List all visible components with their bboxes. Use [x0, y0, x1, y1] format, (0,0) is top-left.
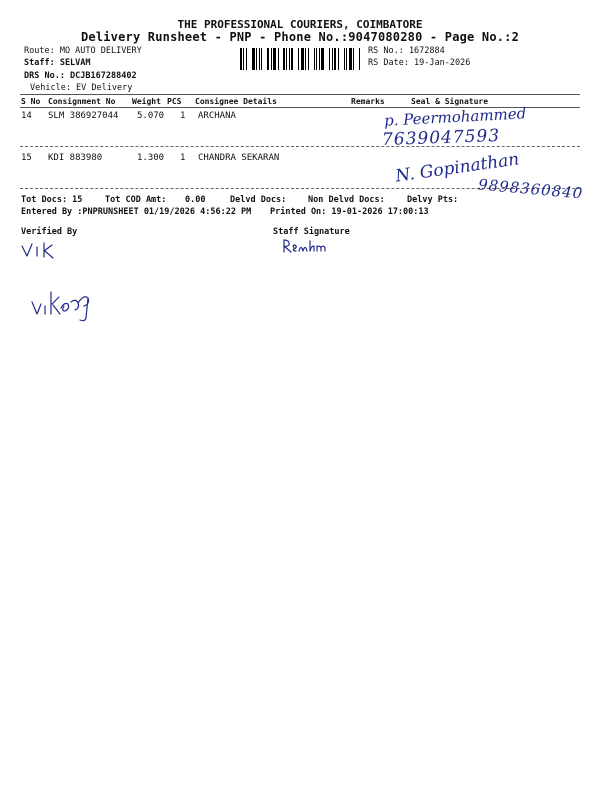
- barcode-bar: [326, 48, 328, 70]
- table-row-weight: 5.070: [137, 111, 165, 121]
- barcode-bar: [329, 48, 330, 70]
- table-row-pcs: 1: [180, 153, 186, 163]
- barcode-bar: [259, 48, 260, 70]
- tot-docs: Tot Docs: 15: [21, 195, 83, 205]
- handwritten-name: p. Peermohammed: [383, 104, 527, 130]
- staff-signature: [280, 236, 330, 258]
- runsheet-subtitle: Delivery Runsheet - PNP - Phone No.:9047080280 - Page No.:2: [80, 30, 520, 44]
- rs-date: RS Date: 19-Jan-2026: [368, 58, 471, 68]
- barcode: [240, 48, 362, 70]
- barcode-bar: [278, 48, 279, 70]
- barcode-bar: [319, 48, 320, 70]
- table-row-consignee: ARCHANA: [198, 111, 236, 121]
- barcode-bar: [356, 48, 358, 70]
- barcode-bar: [252, 48, 255, 70]
- barcode-bar: [344, 48, 345, 70]
- handwritten-phone: 7639047593: [381, 125, 501, 151]
- barcode-bar: [261, 48, 262, 70]
- barcode-bar: [273, 48, 276, 70]
- tot-cod-value: 0.00: [185, 195, 206, 205]
- barcode-bar: [321, 48, 324, 70]
- barcode-bar: [314, 48, 315, 70]
- barcode-bar: [346, 48, 347, 70]
- tot-cod-label: Tot COD Amt:: [105, 195, 167, 205]
- barcode-bar: [338, 48, 339, 70]
- handwritten-name: N. Gopinathan: [394, 149, 521, 187]
- barcode-bar: [301, 48, 304, 70]
- company-title: THE PROFESSIONAL COURIERS, COIMBATORE: [177, 18, 423, 31]
- barcode-bar: [308, 48, 309, 70]
- staff-signature-label: Staff Signature: [273, 227, 350, 237]
- barcode-bar: [280, 48, 281, 70]
- barcode-bar: [310, 48, 312, 70]
- barcode-bar: [359, 48, 360, 70]
- table-row-consignee: CHANDRA SEKARAN: [198, 153, 280, 163]
- col-consignment: Consignment No: [48, 97, 116, 106]
- verified-signature: [18, 238, 68, 262]
- barcode-bar: [283, 48, 285, 70]
- barcode-bar: [340, 48, 342, 70]
- col-pcs: PCS: [167, 97, 182, 106]
- barcode-bar: [248, 48, 250, 70]
- printed-on: Printed On: 19-01-2026 17:00:13: [270, 207, 429, 217]
- barcode-bar: [298, 48, 299, 70]
- bottom-signature: [28, 284, 108, 324]
- barcode-bar: [305, 48, 306, 70]
- table-row-sno: 14: [21, 111, 32, 121]
- barcode-bar: [334, 48, 336, 70]
- barcode-bar: [246, 48, 247, 70]
- barcode-bar: [289, 48, 290, 70]
- delvy-pts: Delvy Pts:: [407, 195, 459, 205]
- delvd-docs: Delvd Docs:: [230, 195, 287, 205]
- route-label: Route: MO AUTO DELIVERY: [24, 46, 142, 56]
- col-seal-signature: Seal & Signature: [411, 97, 489, 106]
- barcode-bar: [243, 48, 244, 70]
- col-consignee: Consignee Details: [195, 97, 277, 106]
- verified-by-label: Verified By: [21, 227, 78, 237]
- barcode-bar: [264, 48, 266, 70]
- barcode-bar: [353, 48, 354, 70]
- table-row-consignment: SLM 386927044: [48, 111, 119, 121]
- row-divider: [20, 146, 580, 147]
- col-remarks: Remarks: [351, 97, 385, 106]
- table-row-sno: 15: [21, 153, 32, 163]
- non-delvd-docs: Non Delvd Docs:: [308, 195, 385, 205]
- barcode-bar: [332, 48, 333, 70]
- handwritten-phone: 9898360840: [477, 175, 585, 203]
- table-top-rule: [20, 94, 580, 95]
- col-weight: Weight: [132, 97, 161, 106]
- barcode-bar: [271, 48, 272, 70]
- vehicle-label: Vehicle: EV Delivery: [30, 83, 133, 93]
- table-row-weight: 1.300: [137, 153, 165, 163]
- barcode-bar: [256, 48, 257, 70]
- barcode-bar: [286, 48, 287, 70]
- col-sno: S No: [21, 97, 41, 106]
- drs-number: DRS No.: DCJB167288402: [24, 71, 137, 81]
- barcode-bar: [349, 48, 352, 70]
- barcode-bar: [291, 48, 293, 70]
- barcode-bar: [240, 48, 242, 70]
- entered-by: Entered By :PNPRUNSHEET 01/19/2026 4:56:22 PM: [21, 207, 252, 217]
- barcode-bar: [295, 48, 297, 70]
- barcode-bar: [267, 48, 269, 70]
- staff-label: Staff: SELVAM: [24, 58, 91, 68]
- barcode-bar: [316, 48, 317, 70]
- table-row-consignment: KDI 883980: [48, 153, 103, 163]
- table-row-pcs: 1: [180, 111, 186, 121]
- rs-number: RS No.: 1672884: [368, 46, 445, 56]
